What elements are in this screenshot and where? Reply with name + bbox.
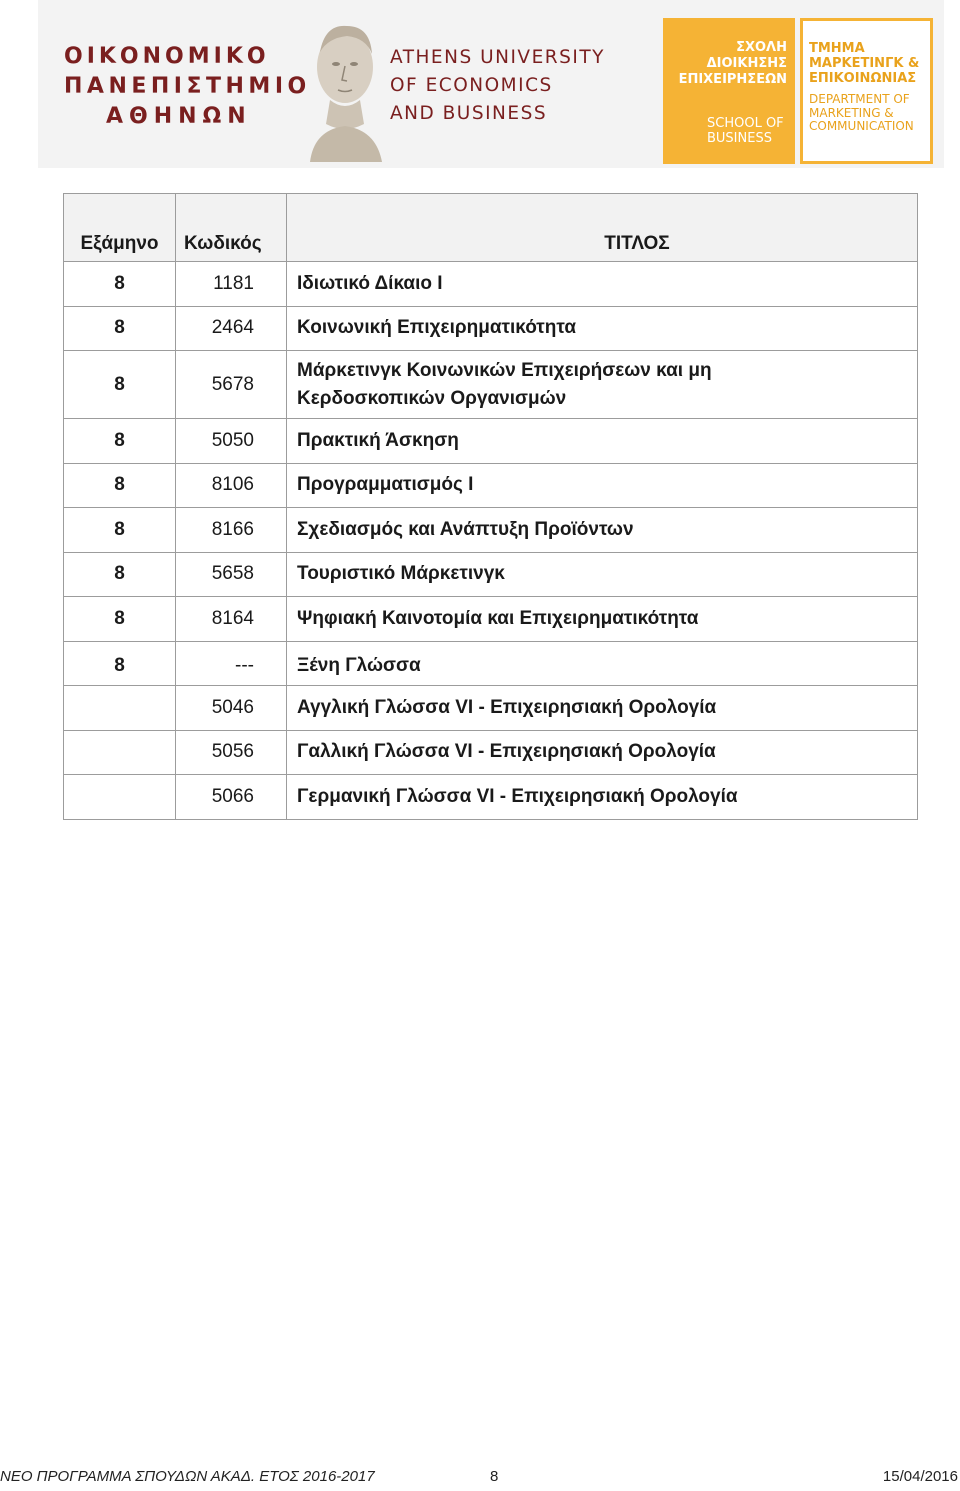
table-row [64,508,918,553]
table-row [64,419,918,464]
department-english-name: DEPARTMENT OF MARKETING & COMMUNICATION [809,92,914,133]
cell-code: 2464 [176,306,287,351]
table-row [64,351,918,419]
cell-title [287,351,918,419]
table-row [64,775,918,820]
cell-code: 5678 [176,351,287,419]
cell-semester [64,775,176,820]
cell-title: Αγγλική Γλώσσα VI - Επιχειρησιακή Ορολογία [287,686,918,731]
footer-program-label: ΝΕΟ ΠΡΟΓΡΑΜΜΑ ΣΠΟΥΔΩΝ ΑΚΑΔ. ΕΤΟΣ 2016-2017 [0,1468,375,1485]
cell-semester: 8 [64,552,176,597]
cell-title-line: Μάρκετινγκ Κοινωνικών Επιχειρήσεων και μη [297,359,712,381]
cell-title: Προγραμματισμός Ι [287,463,918,508]
cell-code: 8106 [176,463,287,508]
cell-semester [64,730,176,775]
header-title: ΤΙΤΛΟΣ [287,194,918,262]
cell-semester: 8 [64,262,176,307]
cell-title-line: Κερδοσκοπικών Οργανισμών [297,387,567,409]
school-english-name: SCHOOL OF BUSINESS [707,116,784,146]
aueb-greek-wordmark: ΟΙΚΟΝΟΜΙΚΟ ΠΑΝΕΠΙΣΤΗΜΙΟ ΑΘΗΝΩΝ [64,44,311,129]
table-row [64,641,918,686]
page-footer [0,1468,960,1488]
cell-title: Κοινωνική Επιχειρηματικότητα [287,306,918,351]
cell-semester: 8 [64,508,176,553]
hermes-bust-logo [300,12,390,162]
header-semester: Εξάμηνο [64,194,176,262]
table-row [64,463,918,508]
cell-code: 5658 [176,552,287,597]
course-table [63,193,918,820]
footer-page-number: 8 [490,1468,499,1485]
cell-semester: 8 [64,597,176,642]
table-header-row [64,194,918,262]
cell-title: Πρακτική Άσκηση [287,419,918,464]
cell-semester [64,686,176,731]
cell-semester: 8 [64,641,176,686]
header-code: Κωδικός [176,194,287,262]
cell-code: 5050 [176,419,287,464]
cell-semester: 8 [64,306,176,351]
footer-date: 15/04/2016 [882,1468,958,1485]
cell-title: Ιδιωτικό Δίκαιο Ι [287,262,918,307]
table-row [64,552,918,597]
cell-code: 5046 [176,686,287,731]
cell-title: Τουριστικό Μάρκετινγκ [287,552,918,597]
cell-title: Ξένη Γλώσσα [287,641,918,686]
cell-code: 8166 [176,508,287,553]
table-row [64,686,918,731]
table-row [64,306,918,351]
school-greek-name: ΣΧΟΛΗ ΔΙΟΙΚΗΣΗΣ ΕΠΙΧΕΙΡΗΣΕΩΝ [678,40,787,87]
table-row [64,597,918,642]
table-row [64,262,918,307]
cell-semester: 8 [64,351,176,419]
aueb-english-wordmark: ATHENS UNIVERSITY OF ECONOMICS AND BUSINESS [390,47,605,124]
cell-code: 5066 [176,775,287,820]
department-greek-name: ΤΜΗΜΑ ΜΑΡΚΕΤΙΝΓΚ & ΕΠΙΚΟΙΝΩΝΙΑΣ [809,41,920,86]
cell-title: Σχεδιασμός και Ανάπτυξη Προϊόντων [287,508,918,553]
cell-code: --- [176,641,287,686]
cell-semester: 8 [64,419,176,464]
cell-title: Γαλλική Γλώσσα VI - Επιχειρησιακή Ορολογία [287,730,918,775]
cell-title: Γερμανική Γλώσσα VI - Επιχειρησιακή Ορολογία [287,775,918,820]
cell-code: 8164 [176,597,287,642]
cell-code: 5056 [176,730,287,775]
table-row [64,730,918,775]
department-logo [800,18,933,164]
cell-title: Ψηφιακή Καινοτομία και Επιχειρηματικότητα [287,597,918,642]
cell-semester: 8 [64,463,176,508]
school-of-business-logo [663,18,795,164]
cell-code: 1181 [176,262,287,307]
